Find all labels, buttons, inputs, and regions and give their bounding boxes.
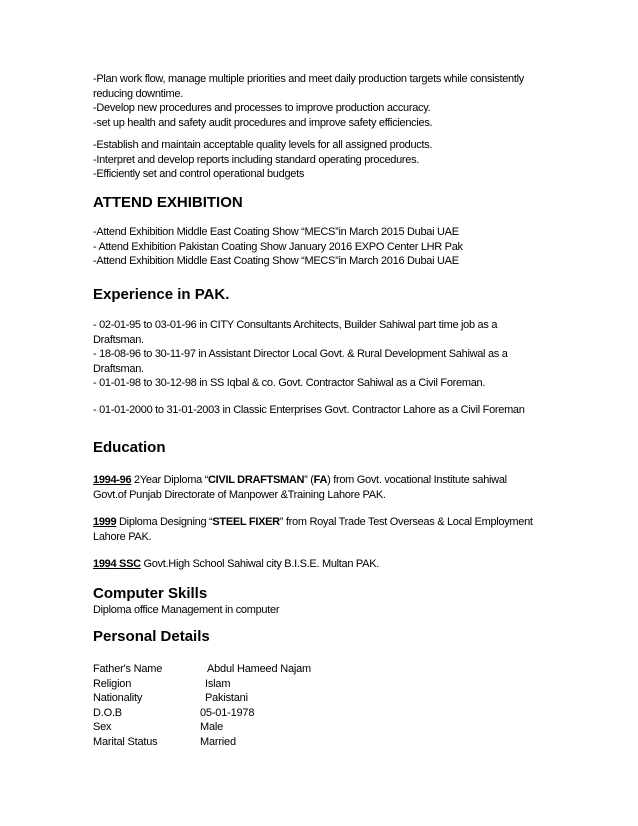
education-item	[93, 557, 563, 572]
personal-label: Religion	[93, 677, 132, 690]
duty-line: -Plan work flow, manage multiple priorities and meet daily production targets while consistently	[93, 73, 524, 85]
education-line	[93, 557, 563, 572]
education-diploma: CIVIL DRAFTSMAN	[208, 474, 305, 486]
education-text: Diploma Designing “	[116, 516, 213, 528]
duties-list	[93, 72, 563, 130]
experience-list	[93, 318, 563, 391]
personal-value: Abdul Hameed Najam	[207, 663, 312, 675]
education-text: Govt.High School Sahiwal city B.I.S.E. Multan PAK.	[140, 558, 379, 570]
personal-label: Sex	[93, 721, 112, 734]
experience-line: - 02-01-95 to 03-01-96 in CITY Consultants Architects, Builder Sahiwal part time job as a	[93, 319, 498, 331]
exhibition-line: - Attend Exhibition Pakistan Coating Show January 2016 EXPO Center LHR Pak	[93, 240, 463, 253]
experience-line: - 01-01-98 to 30-12-98 in SS Iqbal & co. Govt. Contractor Sahiwal as a Civil Foreman.	[93, 377, 486, 390]
exhibition-heading: ATTEND EXHIBITION	[93, 194, 243, 211]
personal-label: Father's Name	[93, 663, 163, 675]
education-level: SSC	[116, 558, 141, 570]
education-line: Govt.of Punjab Directorate of Manpower &Training Lahore PAK.	[93, 488, 386, 501]
experience-line: Draftsman.	[93, 333, 144, 346]
exhibition-line: -Attend Exhibition Middle East Coating Show “MECS”in March 2016 Dubai UAE	[93, 255, 459, 268]
personal-row	[93, 677, 563, 692]
computer-text: Diploma office Management in computer	[93, 604, 280, 616]
personal-row	[93, 735, 563, 750]
duties-list-2	[93, 138, 563, 182]
experience-line: Draftsman.	[93, 362, 144, 375]
personal-label: Nationality	[93, 692, 143, 705]
education-text: 2Year Diploma “	[131, 474, 209, 486]
personal-value: Married	[200, 735, 236, 748]
personal-row	[93, 691, 563, 706]
duty-line: reducing downtime.	[93, 87, 183, 100]
duty-line: -Establish and maintain acceptable quality levels for all assigned products.	[93, 139, 433, 151]
education-item	[93, 473, 563, 502]
education-line	[93, 515, 563, 530]
duty-line: -set up health and safety audit procedures and improve safety efficiencies.	[93, 116, 433, 129]
personal-heading: Personal Details	[93, 628, 210, 645]
education-line	[93, 473, 563, 488]
education-year: 1994	[93, 558, 117, 570]
education-heading: Education	[93, 439, 166, 456]
education-text: ) from Govt. vocational Institute sahiwal	[327, 474, 507, 486]
personal-label: D.O.B	[93, 706, 122, 719]
experience-heading: Experience in PAK.	[93, 286, 230, 303]
personal-label: Marital Status	[93, 735, 158, 748]
personal-value: Islam	[205, 677, 231, 690]
education-level: FA	[313, 474, 328, 486]
duty-line: -Interpret and develop reports including standard operating procedures.	[93, 153, 420, 166]
education-item	[93, 515, 563, 544]
education-year: 1994-96	[93, 474, 132, 486]
personal-row	[93, 662, 563, 677]
experience-line: - 01-01-2000 to 31-01-2003 in Classic Enterprises Govt. Contractor Lahore as a Civil Foreman	[93, 404, 525, 416]
personal-value: 05-01-1978	[200, 706, 255, 719]
personal-value: Pakistani	[205, 692, 248, 705]
experience-line: - 18-08-96 to 30-11-97 in Assistant Director Local Govt. & Rural Development Sahiwal as a	[93, 348, 508, 361]
education-year: 1999	[93, 516, 117, 528]
personal-value: Male	[200, 721, 224, 734]
personal-details-table	[93, 662, 563, 750]
personal-row	[93, 706, 563, 721]
duty-line: -Develop new procedures and processes to improve production accuracy.	[93, 102, 431, 115]
education-diploma: STEEL FIXER	[212, 516, 280, 528]
exhibition-list	[93, 225, 563, 269]
exhibition-line: -Attend Exhibition Middle East Coating Show “MECS”in March 2015 Dubai UAE	[93, 226, 459, 238]
computer-heading: Computer Skills	[93, 585, 208, 602]
personal-row	[93, 720, 563, 735]
education-line: Lahore PAK.	[93, 530, 152, 543]
education-text: ” from Royal Trade Test Overseas & Local Employment	[279, 516, 533, 528]
education-text: ” (	[304, 474, 314, 486]
duty-line: -Efficiently set and control operational budgets	[93, 168, 305, 181]
